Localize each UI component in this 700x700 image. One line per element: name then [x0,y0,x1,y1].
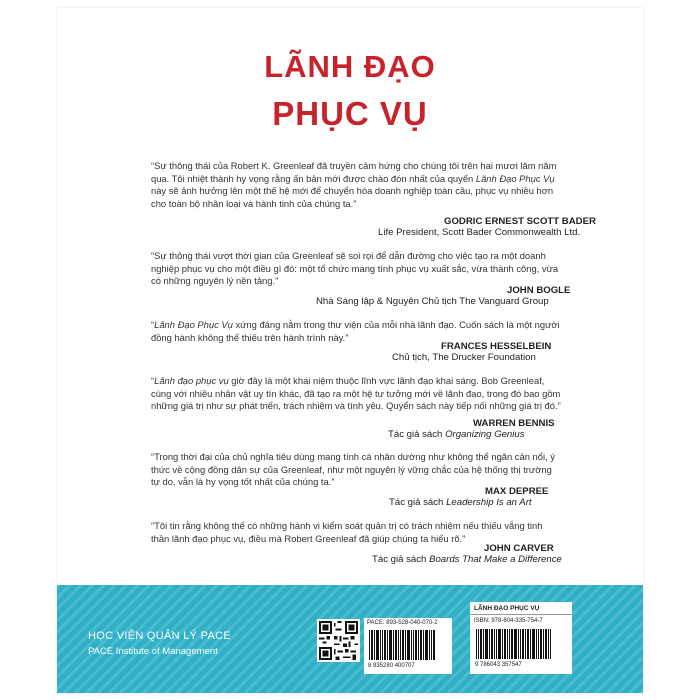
pace-code-text: PACE: 893-528-040-070-2 [367,620,438,626]
author-name: JOHN BOGLE [507,285,571,296]
endorsement-author-bader [378,216,596,238]
barcode-bars [476,629,552,659]
author-role: Tác giả sách Leadership Is an Art [389,497,532,508]
endorsement-author-hesselbein [392,341,551,363]
author-role: Life President, Scott Bader Commonwealth Ltd. [378,227,581,238]
isbn-text: ISBN: 978-604-335-754-7 [474,618,543,624]
author-name: FRANCES HESSELBEIN [441,341,552,352]
book-title-line1: LÃNH ĐẠO [264,49,436,84]
author-role: Tác giả sách Organizing Genius [388,429,525,440]
author-role: Nhà Sáng lập & Nguyên Chủ tịch The Vanguard Group [316,296,549,307]
author-name: WARREN BENNIS [473,418,555,429]
isbn-barcode [470,602,572,674]
endorsement-author-carver [372,543,562,565]
author-name: JOHN CARVER [484,543,554,554]
endorsement-author-bogle [316,285,570,307]
endorsement-quote-bogle: “Sự thông thái vượt thời gian của Greenleaf sẽ soi rọi để dẫn đường cho việc tạo ra một doanh nghiệp phục vụ cho một điều gì đó: một tổ chức mang tính phục vụ xuất sắc, vừa thành công, vừa có những nguyên lý nền tảng.” [151,250,559,287]
author-role: Chủ tịch, The Drucker Foundation [392,352,536,363]
author-name: MAX DEPREE [485,486,549,497]
author-role: Tác giả sách Boards That Make a Difference [372,554,562,565]
back-cover [57,8,643,693]
endorsement-author-depree [389,486,548,508]
pace-barcode-digits: 8 935280 400707 [368,663,415,669]
qr-code [317,619,360,662]
publisher-name-vi: HỌC VIỆN QUẢN LÝ PACE [88,630,232,642]
endorsement-quote-hesselbein: “Lãnh Đạo Phục Vụ xứng đáng nằm trong thư viện của mỗi nhà lãnh đạo. Cuốn sách là một người đồng hành không thể thiếu trên hành trình này.” [151,319,560,343]
endorsement-quote-carver: “Tôi tin rằng không thể có những hành vi kiểm soát quản trị có trách nhiệm nếu thiếu vắng tinh thần lãnh đạo phục vụ, điều mà Robert Greenleaf đã giúp chúng ta hiểu rõ.” [151,520,543,544]
endorsement-quote-bader: “Sự thông thái của Robert K. Greenleaf đã truyền cảm hứng cho chúng tôi trên hai mươi lăm năm qua. Tôi nhiệt thành hy vọng rằng ấn bản mới được chào đón nhất của quyển Lãnh Đạo Phục Vụ này sẽ ảnh hưởng lên một thế hệ mới để chuyển hóa doanh nghiệp toàn cầu, phục vụ nhiều hơn cho toàn bộ nhân loại và hành tinh của chúng ta.” [151,160,557,209]
endorsement-author-bennis [388,418,555,440]
barcode-bars [369,630,436,660]
publisher-name-en: PACE Institute of Management [88,646,218,657]
pace-barcode [364,618,452,674]
isbn-label-title: LÃNH ĐẠO PHỤC VỤ [474,605,540,612]
endorsement-quote-bennis: “Lãnh đạo phục vụ giờ đây là một khái niệm thuộc lĩnh vực lãnh đạo khai sáng. Bob Greenleaf, cùng với nhiều nhân vật uy tín khác, đã tạo ra một hệ tư tưởng mới về lãnh đạo, trong đó bao gồm những giá trị như sự phát triển, trách nhiệm và tình yêu. Quyển sách này tiếp nối những giá trị đó.” [151,375,561,412]
endorsement-quote-depree: “Trong thời đại của chủ nghĩa tiêu dùng mang tính cá nhân dường như không thể ngăn cản nổi, ý thức về cộng đồng dân sự của Greenleaf, như một nguyên lý vững chắc của hệ thống thị trường tự do, vẫn là hy vọng tốt nhất của chúng ta.” [151,451,555,488]
divider [470,614,572,615]
isbn-barcode-digits: 9 786043 357547 [475,662,522,668]
book-title-line2: PHỤC VỤ [272,95,428,132]
author-name: GODRIC ERNEST SCOTT BADER [444,216,596,227]
